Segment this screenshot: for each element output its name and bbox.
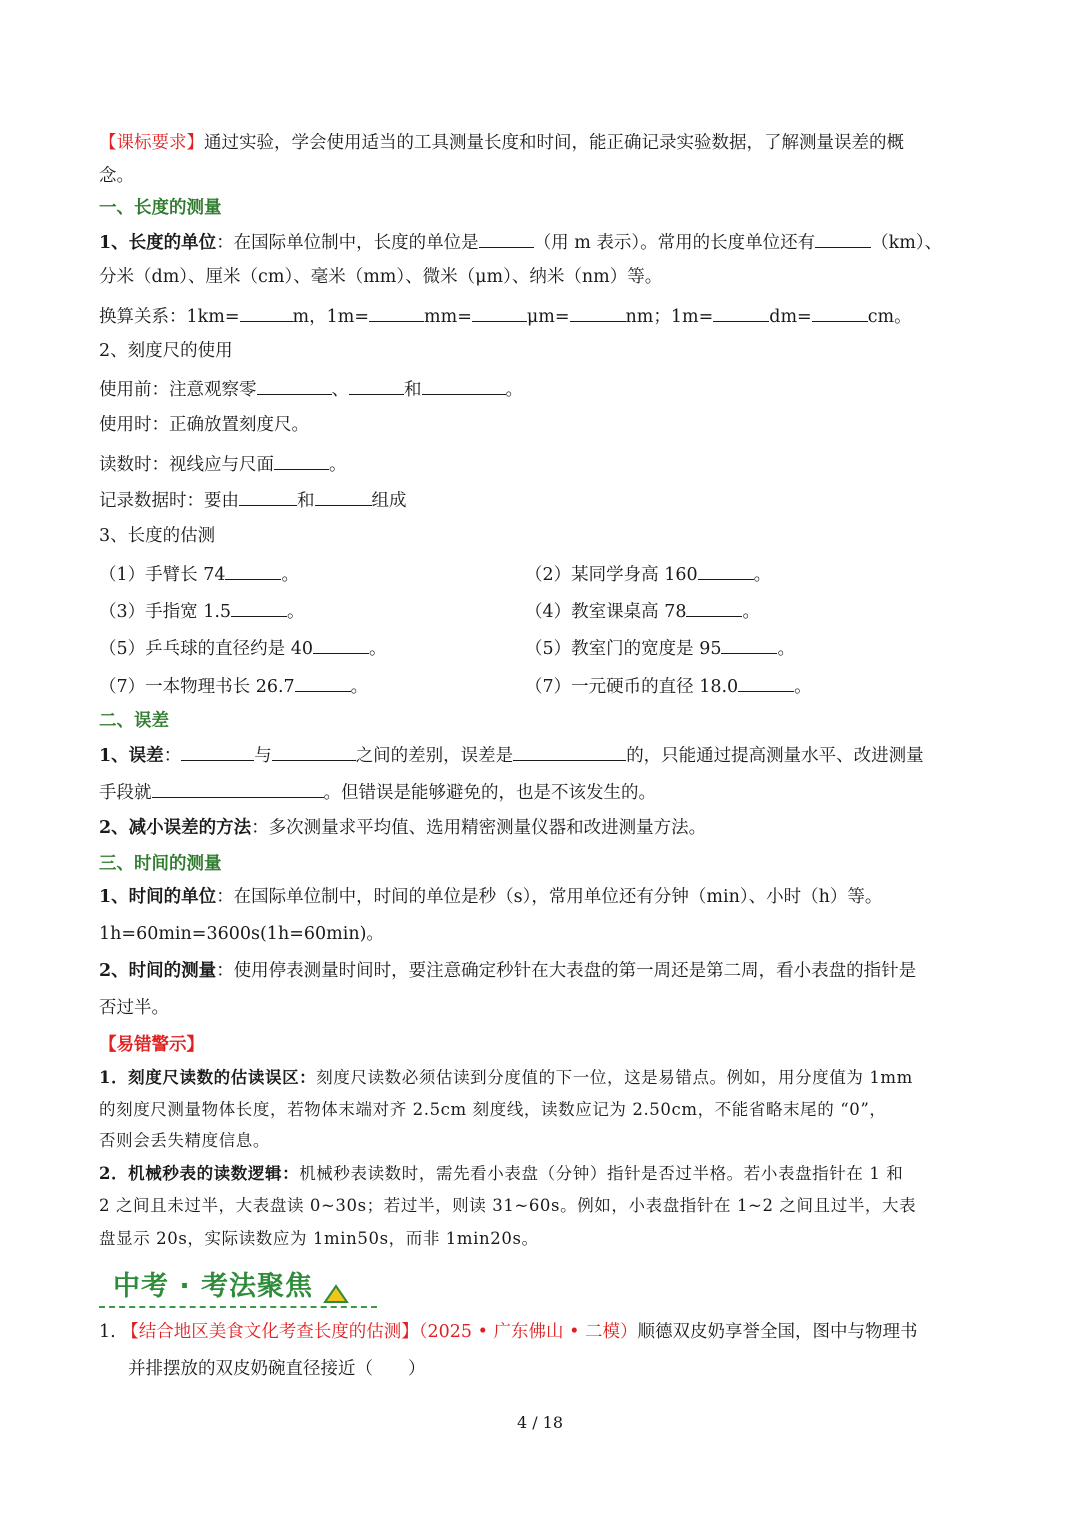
estimate-period: 。 bbox=[794, 677, 812, 697]
time-unit-line bbox=[99, 885, 984, 909]
before-use-and: 和 bbox=[404, 380, 422, 400]
answer-blank[interactable] bbox=[315, 487, 372, 506]
answer-blank[interactable] bbox=[815, 229, 871, 248]
answer-blank[interactable] bbox=[479, 229, 534, 248]
question-text-cont: 并排摆放的双皮奶碗直径接近（ ） bbox=[128, 1359, 426, 1379]
warning-2-label: 2．机械秒表的读数逻辑： bbox=[99, 1164, 300, 1183]
answer-blank[interactable] bbox=[686, 598, 742, 617]
warning-2-text: 机械秒表读数时，需先看小表盘（分钟）指针是否过半格。若小表盘指针在 1 和 bbox=[299, 1164, 904, 1183]
length-unit-text-b: （用 m 表示）。常用的长度单位还有 bbox=[533, 233, 816, 253]
section-heading-length: 一、长度的测量 bbox=[99, 198, 222, 218]
estimate-item: （5）乒乓球的直径约是 40 bbox=[99, 639, 313, 659]
estimate-period: 。 bbox=[753, 565, 772, 585]
question-1 bbox=[99, 1320, 984, 1344]
warning-item-2 bbox=[99, 1162, 984, 1186]
estimate-period: 。 bbox=[742, 602, 760, 622]
estimate-item: （4）教室课桌高 78 bbox=[525, 602, 687, 622]
answer-blank[interactable] bbox=[313, 635, 369, 654]
answer-blank[interactable] bbox=[295, 673, 351, 692]
question-tag: 【结合地区美食文化考查长度的估测】 bbox=[121, 1322, 419, 1342]
estimate-item: （7）一本物理书长 26.7 bbox=[99, 677, 295, 697]
warning-item-1-cont: 的刻度尺测量物体长度，若物体末端对齐 2.5cm 刻度线，读数应记为 2.50cm，不能省略末尾的 “0”， bbox=[99, 1100, 887, 1119]
answer-blank[interactable] bbox=[721, 635, 777, 654]
answer-blank[interactable] bbox=[349, 376, 404, 395]
conversion-mm: mm= bbox=[424, 307, 472, 327]
estimate-item: （1）手臂长 74 bbox=[99, 565, 226, 585]
estimate-item-right bbox=[525, 598, 760, 624]
before-use-text: 使用前：注意观察零 bbox=[99, 380, 257, 400]
answer-blank[interactable] bbox=[369, 303, 424, 322]
answer-blank[interactable] bbox=[738, 673, 794, 692]
ruler-usage-heading: 2、刻度尺的使用 bbox=[99, 341, 233, 361]
answer-blank[interactable] bbox=[225, 561, 281, 580]
estimate-item: （3）手指宽 1.5 bbox=[99, 602, 232, 622]
estimate-row bbox=[99, 635, 984, 661]
answer-blank[interactable] bbox=[231, 598, 287, 617]
estimate-row bbox=[99, 598, 984, 624]
estimate-row bbox=[99, 561, 984, 587]
conversion-m: m，1m= bbox=[292, 307, 369, 327]
length-units-list: 分米（dm）、厘米（cm）、毫米（mm）、微米（μm）、纳米（nm）等。 bbox=[99, 267, 663, 287]
conversion-nm: nm；1m= bbox=[625, 307, 714, 327]
before-use-end: 。 bbox=[505, 380, 523, 400]
length-unit-text-c: （km）、 bbox=[871, 233, 943, 253]
answer-blank[interactable] bbox=[240, 303, 293, 322]
length-unit-line bbox=[99, 229, 984, 255]
warning-item-1 bbox=[99, 1066, 984, 1090]
time-conversion: 1h=60min=3600s(1h=60min)。 bbox=[99, 924, 384, 944]
answer-blank[interactable] bbox=[422, 376, 506, 395]
length-unit-label: 1、长度的单位 bbox=[99, 233, 217, 253]
warning-1-text: 刻度尺读数必须估读到分度值的下一位，这是易错点。例如，用分度值为 1mm bbox=[316, 1068, 913, 1087]
warning-item-2-cont: 2 之间且未过半，大表盘读 0~30s；若过半，则读 31~60s。例如，小表盘指针在 1~2 之间且过半，大表 bbox=[99, 1196, 917, 1215]
answer-blank[interactable] bbox=[274, 451, 329, 470]
answer-blank[interactable] bbox=[272, 742, 356, 761]
error-text-d: 的，只能通过提高测量水平、改进测量 bbox=[626, 746, 924, 766]
error-definition-line bbox=[99, 742, 984, 768]
time-measure-line bbox=[99, 959, 984, 983]
answer-blank[interactable] bbox=[181, 742, 254, 761]
estimate-item-right bbox=[525, 635, 795, 661]
estimate-item: （5）教室门的宽度是 95 bbox=[525, 639, 722, 659]
warning-item-2-cont: 盘显示 20s，实际读数应为 1min50s，而非 1min20s。 bbox=[99, 1229, 539, 1248]
time-measure-text: ：使用停表测量时间时，要注意确定秒针在大表盘的第一周还是第二周，看小表盘的指针是 bbox=[216, 961, 917, 981]
reduce-error-label: 2、减小误差的方法 bbox=[99, 818, 252, 838]
reduce-error-line bbox=[99, 816, 984, 840]
estimate-heading: 3、长度的估测 bbox=[99, 526, 216, 546]
time-measure-label: 2、时间的测量 bbox=[99, 961, 217, 981]
error-line2-a: 手段就 bbox=[99, 783, 152, 803]
answer-blank[interactable] bbox=[472, 303, 527, 322]
during-use-line: 使用时：正确放置刻度尺。 bbox=[99, 415, 309, 435]
answer-blank[interactable] bbox=[257, 376, 332, 395]
banner-underline bbox=[99, 1306, 377, 1308]
time-unit-text: ：在国际单位制中，时间的单位是秒（s），常用单位还有分钟（min）、小时（h）等。 bbox=[216, 887, 883, 907]
time-measure-cont: 否过半。 bbox=[99, 998, 169, 1018]
section-heading-time: 三、时间的测量 bbox=[99, 854, 222, 874]
estimate-row bbox=[99, 673, 984, 699]
before-use-sep: 、 bbox=[331, 380, 349, 400]
length-unit-text: ：在国际单位制中，长度的单位是 bbox=[216, 233, 479, 253]
answer-blank[interactable] bbox=[570, 303, 626, 322]
answer-blank[interactable] bbox=[812, 303, 868, 322]
estimate-period: 。 bbox=[281, 565, 299, 585]
answer-blank[interactable] bbox=[239, 487, 297, 506]
estimate-item-right bbox=[525, 561, 771, 587]
conversion-prefix: 换算关系：1km= bbox=[99, 307, 240, 327]
time-unit-label: 1、时间的单位 bbox=[99, 887, 217, 907]
record-and: 和 bbox=[297, 491, 315, 511]
conversion-dm: dm= bbox=[769, 307, 812, 327]
page-number: 4 / 18 bbox=[516, 1413, 564, 1432]
banner-title: 中考 · 考法聚焦 bbox=[113, 1271, 314, 1302]
reading-text: 读数时：视线应与尺面 bbox=[99, 455, 274, 475]
record-end: 组成 bbox=[371, 491, 407, 511]
exam-focus-banner bbox=[99, 1262, 379, 1310]
estimate-period: 。 bbox=[350, 677, 369, 697]
estimate-period: 。 bbox=[777, 639, 795, 659]
warning-1-label: 1．刻度尺读数的估读误区： bbox=[99, 1068, 317, 1087]
estimate-period: 。 bbox=[287, 602, 305, 622]
triangle-icon bbox=[321, 1282, 351, 1304]
curriculum-tag: 【课标要求】 bbox=[99, 133, 204, 153]
estimate-item-right bbox=[525, 673, 812, 699]
warning-item-1-cont: 否则会丢失精度信息。 bbox=[99, 1131, 270, 1150]
error-and: 与 bbox=[254, 746, 272, 766]
error-label: 1、误差 bbox=[99, 746, 164, 766]
before-use-line bbox=[99, 376, 984, 402]
answer-blank[interactable] bbox=[698, 561, 754, 580]
estimate-item: （2）某同学身高 160 bbox=[525, 565, 698, 585]
estimate-period: 。 bbox=[368, 639, 387, 659]
conversion-um: μm= bbox=[526, 307, 570, 327]
reading-end: 。 bbox=[329, 455, 347, 475]
error-line2-b: 。但错误是能够避免的，也是不该发生的。 bbox=[323, 783, 656, 803]
curriculum-requirement bbox=[99, 131, 984, 155]
curriculum-text: 通过实验，学会使用适当的工具测量长度和时间，能正确记录实验数据，了解测量误差的概 bbox=[204, 133, 904, 153]
conversion-cm: cm。 bbox=[867, 307, 912, 327]
estimate-item: （7）一元硬币的直径 18.0 bbox=[525, 677, 739, 697]
record-line bbox=[99, 487, 984, 513]
reading-line bbox=[99, 451, 984, 477]
conversion-line bbox=[99, 303, 984, 329]
error-colon: ： bbox=[163, 746, 182, 766]
error-text-c: 之间的差别，误差是 bbox=[355, 746, 514, 766]
section-heading-error: 二、误差 bbox=[99, 711, 169, 731]
answer-blank[interactable] bbox=[513, 742, 626, 761]
warnings-tag: 【易错警示】 bbox=[99, 1035, 204, 1055]
question-text: 顺德双皮奶享誉全国，图中与物理书 bbox=[637, 1322, 918, 1342]
curriculum-text-cont: 念。 bbox=[99, 166, 134, 186]
record-text: 记录数据时：要由 bbox=[99, 491, 239, 511]
question-source: （2025 • 广东佛山 • 二模） bbox=[418, 1322, 638, 1342]
answer-blank[interactable] bbox=[152, 779, 324, 798]
reduce-error-text: ：多次测量求平均值、选用精密测量仪器和改进测量方法。 bbox=[251, 818, 707, 838]
question-number: 1. bbox=[99, 1322, 116, 1342]
error-definition-cont bbox=[99, 779, 984, 805]
answer-blank[interactable] bbox=[713, 303, 769, 322]
